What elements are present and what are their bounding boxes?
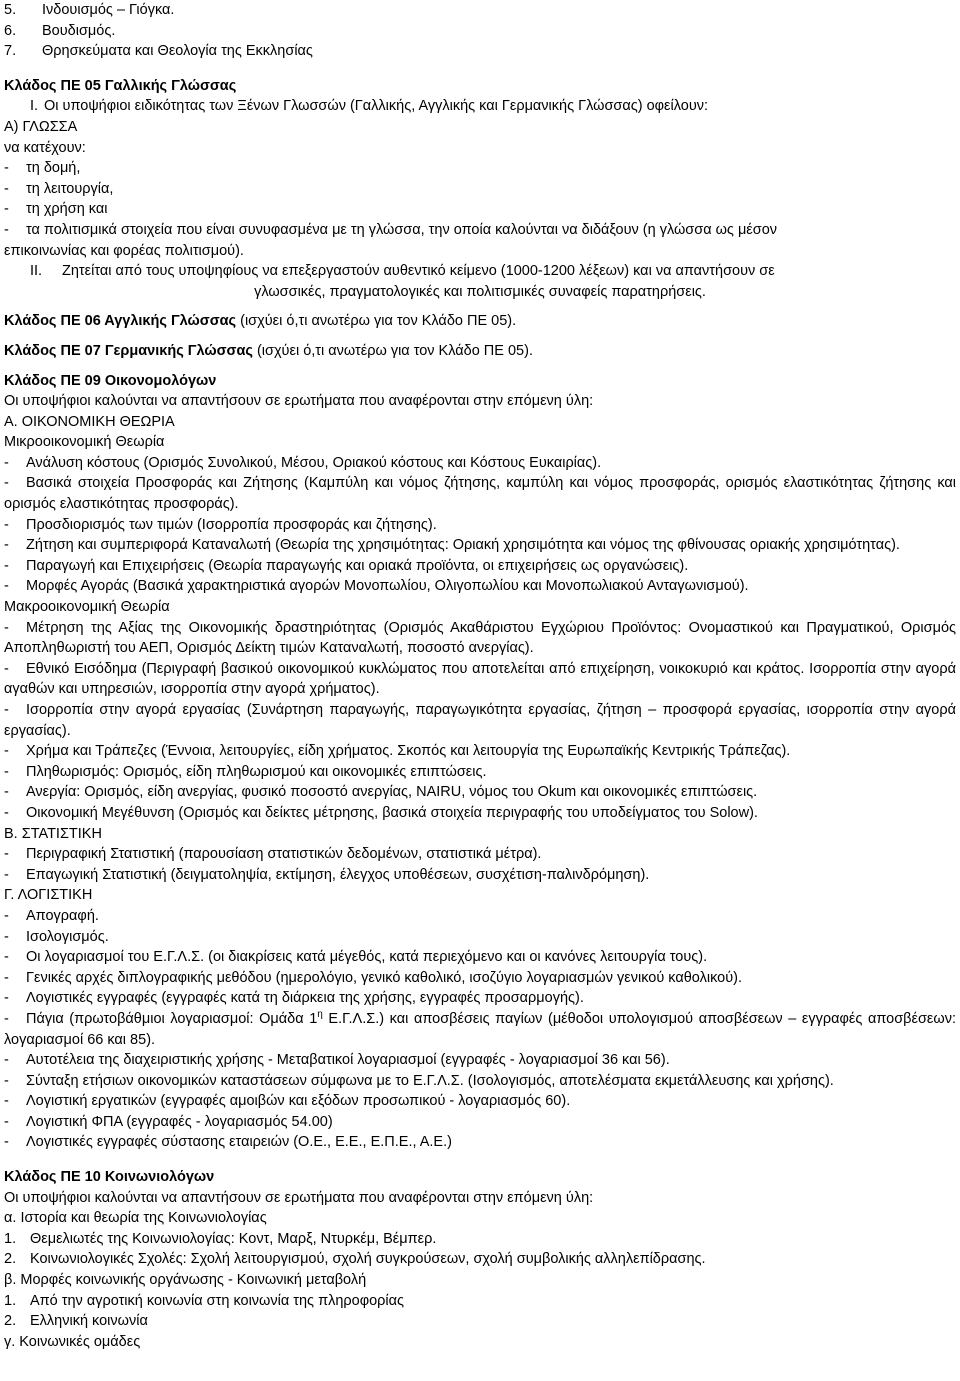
numbered-item (4, 1291, 956, 1312)
pe05-item-ii-continuation: γλωσσικές, πραγματολογικές και πολιτισμικές συναφείς παρατηρήσεις. (254, 283, 706, 300)
pe05-item-i (4, 96, 956, 117)
list-item (4, 473, 956, 514)
list-item (4, 1050, 956, 1071)
list-item-text: Περιγραφική Στατιστική (παρουσίαση στατιστικών δεδομένων, στατιστικά μέτρα). (26, 846, 542, 863)
list-item-text: Μέτρηση της Αξίας της Οικονομικής δραστηριότητας (Ορισμός Ακαθάριστου Εγχώριου Προϊόντος: Ονομαστικού και Πραγματικού, Ορισμός Αποπληθωριστή του ΑΕΠ, Ορισμός Δείκτη τιμών Καταναλωτή, ποσοστό ανεργίας). (4, 619, 956, 657)
list-item (4, 782, 956, 803)
list-item (4, 220, 956, 241)
pe09-section-a-title: Α. ΟΙΚΟΝΟΜΙΚΗ ΘΕΩΡΙΑ (4, 413, 175, 430)
numbered-item (4, 21, 956, 42)
dash-bullet: - (4, 578, 9, 595)
numbered-item (4, 41, 956, 62)
dash-bullet: - (4, 990, 9, 1007)
list-item-text: Προσδιορισμός των τιμών (Ισορροπία προσφοράς και ζήτησης). (26, 516, 437, 533)
pe07-line (4, 341, 956, 362)
heading-pe07: Κλάδος ΠΕ 07 Γερμανικής Γλώσσας (4, 342, 253, 359)
list-item (4, 844, 956, 865)
pe10-gamma-title: γ. Κοινωνικές ομάδες (4, 1333, 141, 1350)
dash-bullet: - (4, 784, 9, 801)
pe09-macro-title: Μακροοικονομική Θεωρία (4, 599, 170, 616)
list-item-text: τα πολιτισμικά στοιχεία που είναι συνυφασμένα με τη γλώσσα, την οποία καλούνται να διδάξουν (η γλώσσα ως μέσον (26, 221, 778, 238)
pe05-dash-list (4, 158, 956, 220)
item-text: Βουδισμός. (42, 22, 116, 39)
spacer (4, 302, 956, 311)
item-number: 7. (4, 43, 17, 60)
list-item-text: τη λειτουργία, (26, 180, 114, 197)
roman-numeral: I. (30, 98, 39, 115)
dash-bullet: - (4, 763, 9, 780)
item-number: 1. (4, 1292, 17, 1309)
dash-bullet: - (4, 201, 9, 218)
dash-bullet: - (4, 928, 9, 945)
list-item-continuation: επικοινωνίας και φορέας πολιτισμού). (4, 242, 244, 259)
item-text: Από την αγροτική κοινωνία στη κοινωνία της πληροφορίας (30, 1292, 405, 1309)
numbered-item (4, 0, 956, 21)
numbered-item (4, 1229, 956, 1250)
list-item-text: Παραγωγή και Επιχειρήσεις (Θεωρία παραγωγής και οριακά προϊόντα, οι επιχειρήσεις ως οργανώσεις). (26, 557, 689, 574)
item-text: Ελληνική κοινωνία (30, 1313, 148, 1330)
item-text: Ινδουισμός – Γιόγκα. (42, 2, 175, 18)
pe09-macro-list (4, 618, 956, 824)
item-number: 2. (4, 1313, 17, 1330)
spacer (4, 332, 956, 341)
list-item (4, 618, 956, 659)
dash-bullet: - (4, 454, 9, 471)
pe05-item-i-text: Οι υποψήφιοι ειδικότητας των Ξένων Γλωσσών (Γαλλικής, Αγγλικής και Γερμανικής Γλώσσας) οφείλουν: (44, 98, 709, 115)
pe05-label-a: Α) ΓΛΩΣΣΑ (4, 118, 78, 135)
pe09-acc-list-b (4, 1050, 956, 1153)
pe05-item-ii-text: Ζητείται από τους υποψηφίους να επεξεργαστούν αυθεντικό κείμενο (1000-1200 λέξεων) και να απαντήσουν σε (62, 263, 775, 280)
pe10-alpha-list (4, 1229, 956, 1270)
list-item-text: Εθνικό Εισόδημα (Περιγραφή βασικού οικονομικού κυκλώματος που αποτελείται από επιχείρηση, νοικοκυριό και κράτος. Ισορροπία στην αγορά αγαθών και υπηρεσιών, ισορροπία στην αγορά χρήματος). (4, 660, 956, 698)
pe10-alpha-title: α. Ιστορία και θεωρία της Κοινωνιολογίας (4, 1210, 267, 1227)
dash-bullet: - (4, 866, 9, 883)
pe09-stat-list (4, 844, 956, 885)
item-number: 1. (4, 1230, 17, 1247)
list-item-text: Λογιστικές εγγραφές σύστασης εταιρειών (Ο.Ε., Ε.Ε., Ε.Π.Ε., Α.Ε.) (26, 1134, 452, 1151)
numbered-item (4, 1311, 956, 1332)
list-item-text: Ζήτηση και συμπεριφορά Καταναλωτή (Θεωρία της χρησιμότητας: Οριακή χρησιμότητα και νόμος της φθίνουσας οριακής χρησιμότητας). (26, 537, 900, 554)
dash-bullet: - (4, 516, 9, 533)
dash-bullet: - (4, 221, 9, 238)
dash-bullet: - (4, 804, 9, 821)
item-text: Θρησκεύματα και Θεολογία της Εκκλησίας (42, 43, 313, 60)
heading-pe10: Κλάδος ΠΕ 10 Κοινωνιολόγων (4, 1169, 215, 1186)
spacer (4, 1153, 956, 1167)
item-number: 2. (4, 1251, 17, 1268)
list-item-text: Οι λογαριασμοί του Ε.Γ.Λ.Σ. (οι διακρίσεις κατά μέγεθός, κατά περιεχόμενο και οι κανόνες λειτουργία τους). (26, 949, 708, 966)
list-item-text: Πληθωρισμός: Ορισμός, είδη πληθωρισμού και οικονομικές επιπτώσεις. (26, 763, 487, 780)
item-text: Κοινωνιολογικές Σχολές: Σχολή λειτουργισμού, σχολή συγκρούσεων, σχολή συμβολικής αλληλεπίδρασης. (30, 1251, 706, 1268)
list-item (4, 1071, 956, 1092)
dash-bullet: - (4, 1072, 9, 1089)
list-item (4, 1091, 956, 1112)
dash-bullet: - (4, 1113, 9, 1130)
dash-bullet: - (4, 557, 9, 574)
dash-bullet: - (4, 1134, 9, 1151)
list-item (4, 865, 956, 886)
dash-bullet: - (4, 743, 9, 760)
list-item (4, 741, 956, 762)
list-item-text: Οικονομική Μεγέθυνση (Ορισμός και δείκτες μέτρησης, βασικά στοιχεία περιγραφής του υποδείγματος του Solow). (26, 804, 758, 821)
pe09-micro-list (4, 453, 956, 597)
list-item (4, 515, 956, 536)
pe05-must-know: να κατέχουν: (4, 139, 86, 156)
dash-bullet: - (4, 702, 9, 718)
list-item (4, 762, 956, 783)
roman-numeral: II. (30, 263, 43, 280)
dash-bullet: - (4, 537, 9, 554)
dash-bullet: - (4, 180, 9, 197)
pe09-acc-list-a (4, 906, 956, 1009)
pe05-item-ii (4, 261, 956, 282)
list-item (4, 158, 956, 179)
list-item (4, 179, 956, 200)
list-item (4, 659, 956, 700)
pe10-beta-list (4, 1291, 956, 1332)
dash-bullet: - (4, 660, 9, 677)
pe10-beta-title: β. Μορφές κοινωνικής οργάνωσης - Κοινωνική μεταβολή (4, 1272, 367, 1289)
list-item-text: Ισορροπία στην αγορά εργασίας (Συνάρτηση παραγωγής, παραγωγικότητα εργασίας, ζήτηση – προσφορά εργασίας, ισορροπία στην αγορά εργασίας). (4, 702, 956, 739)
spacer (4, 362, 956, 371)
list-item (4, 906, 956, 927)
dash-bullet: - (4, 846, 9, 863)
pe06-line (4, 311, 956, 332)
dash-bullet: - (4, 619, 9, 636)
dash-bullet: - (4, 1010, 9, 1027)
list-item-text: Μορφές Αγοράς (Βασικά χαρακτηριστικά αγορών Μονοπωλίου, Ολιγοπωλίου και Μονοπωλιακού Ανταγωνισμού). (26, 578, 749, 595)
pagia-text-pre: Πάγια (πρωτοβάθμιοι λογαριασμοί: Ομάδα 1 (26, 1010, 318, 1027)
list-item-text: Ανάλυση κόστους (Ορισμός Συνολικού, Μέσου, Οριακού κόστους και Κόστους Ευκαιρίας). (26, 454, 602, 471)
list-item-text: Απογραφή. (26, 907, 99, 924)
list-item (4, 535, 956, 556)
item-text: Θεμελιωτές της Κοινωνιολογίας: Κοντ, Μαρξ, Ντυρκέμ, Βέμπερ. (30, 1230, 437, 1247)
list-item (4, 1112, 956, 1133)
dash-bullet: - (4, 475, 9, 492)
dash-bullet: - (4, 949, 9, 966)
list-item-text: τη χρήση και (26, 201, 108, 218)
pe07-note: (ισχύει ό,τι ανωτέρω για τον Κλάδο ΠΕ 05). (252, 342, 533, 359)
pe09-micro-title: Μικροοικονομική Θεωρία (4, 434, 165, 451)
heading-pe09: Κλάδος ΠΕ 09 Οικονομολόγων (4, 372, 217, 389)
list-item (4, 968, 956, 989)
dash-bullet: - (4, 1093, 9, 1110)
list-item (4, 576, 956, 597)
pe10-intro: Οι υποψήφιοι καλούνται να απαντήσουν σε ερωτήματα που αναφέρονται στην επόμενη ύλη: (4, 1189, 594, 1206)
heading-pe06: Κλάδος ΠΕ 06 Αγγλικής Γλώσσας (4, 313, 237, 330)
list-item-text: Σύνταξη ετήσιων οικονομικών καταστάσεων σύμφωνα με το Ε.Γ.Λ.Σ. (Ισολογισμός, αποτελέσματα εκμετάλλευσης και χρήσης). (26, 1072, 834, 1089)
list-item-text: Αυτοτέλεια της διαχειριστικής χρήσης - Μεταβατικοί λογαριασμοί (εγγραφές - λογαριασμοί 36 και 56). (26, 1052, 670, 1069)
item-number: 5. (4, 2, 17, 18)
pagia-text-post: Ε.Γ.Λ.Σ.) και αποσβέσεις παγίων (μέθοδοι υπολογισμού αποσβέσεων – εγγραφές αποσβέσεων: λογαριασμοί 66 και 85). (4, 1010, 956, 1048)
dash-bullet: - (4, 160, 9, 177)
list-item-text: Επαγωγική Στατιστική (δειγματοληψία, εκτίμηση, έλεγχος υποθέσεων, συσχέτιση-παλινδρόμηση). (26, 866, 650, 883)
dash-bullet: - (4, 969, 9, 986)
pe09-intro: Οι υποψήφιοι καλούνται να απαντήσουν σε ερωτήματα που αναφέρονται στην επόμενη ύλη: (4, 393, 594, 410)
list-item (4, 947, 956, 968)
list-item (4, 803, 956, 824)
list-item (4, 988, 956, 1009)
list-item-text: Ανεργία: Ορισμός, είδη ανεργίας, φυσικό ποσοστό ανεργίας, NAIRU, νόμος του Okum και οικονομικές επιπτώσεις. (26, 784, 758, 801)
list-item (4, 453, 956, 474)
list-item-text: Λογιστική εργατικών (εγγραφές αμοιβών και εξόδων προσωπικού - λογαριασμός 60). (26, 1093, 571, 1110)
list-item (4, 199, 956, 220)
list-item (4, 1132, 956, 1153)
pe06-note: (ισχύει ό,τι ανωτέρω για τον Κλάδο ΠΕ 05). (236, 313, 517, 330)
list-item-text: Γενικές αρχές διπλογραφικής μεθόδου (ημερολόγιο, γενικό καθολικό, ισοζύγιο λογαριασμών γενικού καθολικού). (26, 969, 742, 986)
pe09-section-b-title: Β. ΣΤΑΤΙΣΤΙΚΗ (4, 825, 102, 842)
pe09-section-c-title: Γ. ΛΟΓΙΣΤΙΚΗ (4, 887, 93, 904)
list-item-text: Λογιστική ΦΠΑ (εγγραφές - λογαριασμός 54.00) (26, 1113, 333, 1130)
list-item (4, 1009, 956, 1050)
list-item-text: Λογιστικές εγγραφές (εγγραφές κατά τη διάρκεια της χρήσης, εγγραφές προσαρμογής). (26, 990, 584, 1007)
dash-bullet: - (4, 907, 9, 924)
list-item-text: τη δομή, (26, 160, 81, 177)
dash-bullet: - (4, 1052, 9, 1069)
list-item (4, 927, 956, 948)
top-numbered-list (4, 0, 956, 62)
list-item (4, 556, 956, 577)
list-item-text: Ισολογισμός. (26, 928, 109, 945)
spacer (4, 62, 956, 76)
numbered-item (4, 1249, 956, 1270)
list-item-text: Χρήμα και Τράπεζες (Έννοια, λειτουργίες, είδη χρήματος. Σκοπός και λειτουργία της Ευρωπαϊκής Κεντρικής Τράπεζας). (26, 743, 791, 760)
heading-pe05: Κλάδος ΠΕ 05 Γαλλικής Γλώσσας (4, 77, 237, 94)
list-item-text: Βασικά στοιχεία Προσφοράς και Ζήτησης (Καμπύλη και νόμος ζήτησης, καμπύλη και νόμος προσφοράς, ορισμός ελαστικότητας ζήτησης και ορισμός ελαστικότητας προσφοράς). (4, 475, 956, 513)
item-number: 6. (4, 22, 17, 39)
list-item (4, 700, 956, 741)
pagia-superscript: η (317, 1008, 323, 1020)
